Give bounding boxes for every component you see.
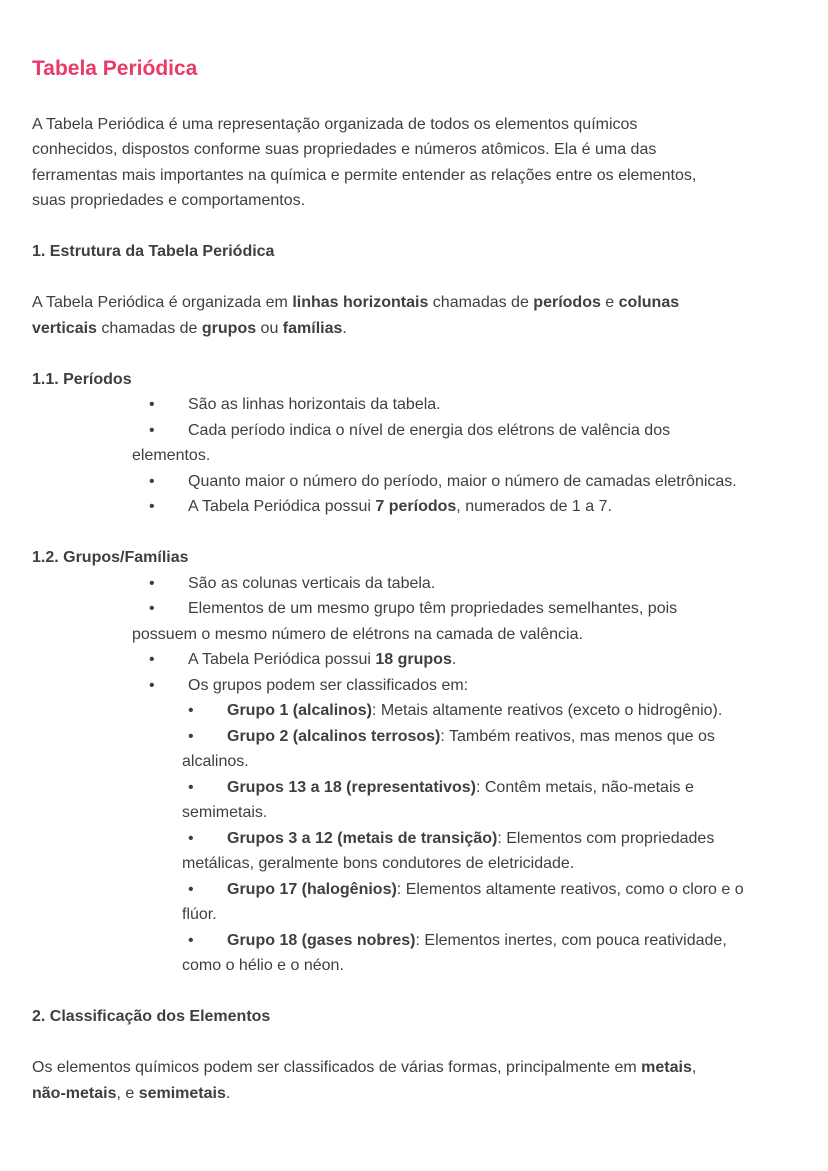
sub-list-item [227, 877, 744, 903]
bold-text: Grupo 17 (halogênios) [227, 881, 397, 898]
page-title: Tabela Periódica [32, 57, 198, 80]
bold-text: verticais [32, 320, 97, 337]
bold-text: períodos [533, 294, 601, 311]
sub-bullet: • [188, 779, 194, 796]
bold-text: 18 grupos [375, 651, 452, 668]
text: A Tabela Periódica possui [188, 498, 376, 515]
bold-text: Grupo 2 (alcalinos terrosos) [227, 728, 441, 745]
list-item-continuation: possuem o mesmo número de elétrons na camada de valência. [132, 626, 583, 643]
bullet: • [149, 396, 155, 413]
intro-line-1: A Tabela Periódica é uma representação organizada de todos os elementos químicos [32, 116, 638, 133]
bold-text: Grupos 13 a 18 (representativos) [227, 779, 476, 796]
text: , numerados de 1 a 7. [456, 498, 612, 515]
sub-list-item-continuation: alcalinos. [182, 753, 249, 770]
sub-bullet: • [188, 830, 194, 847]
text: A Tabela Periódica é organizada em [32, 294, 293, 311]
sub-list-item-continuation: metálicas, geralmente bons condutores de eletricidade. [182, 855, 575, 872]
bullet: • [149, 473, 155, 490]
sub-list-item [227, 775, 694, 801]
text: chamadas de [428, 294, 534, 311]
sub-list-item [227, 826, 714, 852]
text: . [451, 651, 457, 668]
sub-list-item-continuation: flúor. [182, 906, 217, 923]
bullet: • [149, 677, 155, 694]
sub-list-item [227, 928, 727, 954]
bold-text: semimetais [138, 1085, 226, 1102]
section-heading-estrutura: 1. Estrutura da Tabela Periódica [32, 243, 275, 260]
sub-bullet: • [188, 881, 194, 898]
list-item-continuation: elementos. [132, 447, 211, 464]
bold-text: colunas [618, 294, 680, 311]
estrutura-paragraph-line-2 [32, 316, 347, 342]
sub-list-item-continuation: como o hélio e o néon. [182, 957, 344, 974]
text: chamadas de [96, 320, 202, 337]
bold-text: 7 períodos [375, 498, 457, 515]
bullet: • [149, 651, 155, 668]
sub-list-item [227, 698, 722, 724]
bold-text: não-metais [32, 1085, 117, 1102]
estrutura-paragraph-line-1 [32, 290, 679, 316]
bold-text: grupos [201, 320, 257, 337]
section-heading-classificacao: 2. Classificação dos Elementos [32, 1008, 271, 1025]
text: , e [116, 1085, 139, 1102]
list-item: São as linhas horizontais da tabela. [188, 396, 441, 413]
list-item: Elementos de um mesmo grupo têm propriedades semelhantes, pois [188, 600, 678, 617]
sub-list-item-continuation: semimetais. [182, 804, 268, 821]
sub-bullet: • [188, 702, 194, 719]
text: : Metais altamente reativos (exceto o hidrogênio). [371, 702, 723, 719]
text: e [600, 294, 619, 311]
text: ou [256, 320, 283, 337]
text: , [691, 1059, 697, 1076]
bold-text: Grupo 1 (alcalinos) [227, 702, 372, 719]
list-item: Quanto maior o número do período, maior o número de camadas eletrônicas. [188, 473, 737, 490]
bullet: • [149, 422, 155, 439]
intro-line-2: conhecidos, dispostos conforme suas propriedades e números atômicos. Ela é uma das [32, 141, 657, 158]
text: : Elementos com propriedades [497, 830, 715, 847]
list-item [188, 494, 612, 520]
classificacao-paragraph-line-1 [32, 1055, 696, 1081]
bullet: • [149, 575, 155, 592]
list-item [188, 647, 456, 673]
bold-text: Grupo 18 (gases nobres) [227, 932, 416, 949]
list-item: Os grupos podem ser classificados em: [188, 677, 469, 694]
text: Os elementos químicos podem ser classificados de várias formas, principalmente em [32, 1059, 642, 1076]
sub-list-item [227, 724, 715, 750]
bold-text: famílias [282, 320, 343, 337]
bullet: • [149, 600, 155, 617]
intro-line-3: ferramentas mais importantes na química e permite entender as relações entre os elementos, [32, 167, 697, 184]
text: : Também reativos, mas menos que os [440, 728, 715, 745]
text: A Tabela Periódica possui [188, 651, 376, 668]
list-item: Cada período indica o nível de energia dos elétrons de valência dos [188, 422, 671, 439]
text: : Contêm metais, não-metais e [475, 779, 694, 796]
intro-line-4: suas propriedades e comportamentos. [32, 192, 306, 209]
subheading-periodos: 1.1. Períodos [32, 371, 132, 388]
bullet: • [149, 498, 155, 515]
sub-bullet: • [188, 932, 194, 949]
bold-text: linhas horizontais [292, 294, 429, 311]
text: . [225, 1085, 231, 1102]
text: : Elementos inertes, com pouca reatividade, [415, 932, 727, 949]
text: : Elementos altamente reativos, como o cloro e o [396, 881, 744, 898]
text: . [342, 320, 347, 337]
list-item: São as colunas verticais da tabela. [188, 575, 436, 592]
sub-bullet: • [188, 728, 194, 745]
classificacao-paragraph-line-2 [32, 1081, 230, 1107]
bold-text: metais [641, 1059, 692, 1076]
subheading-grupos: 1.2. Grupos/Famílias [32, 549, 189, 566]
bold-text: Grupos 3 a 12 (metais de transição) [227, 830, 498, 847]
